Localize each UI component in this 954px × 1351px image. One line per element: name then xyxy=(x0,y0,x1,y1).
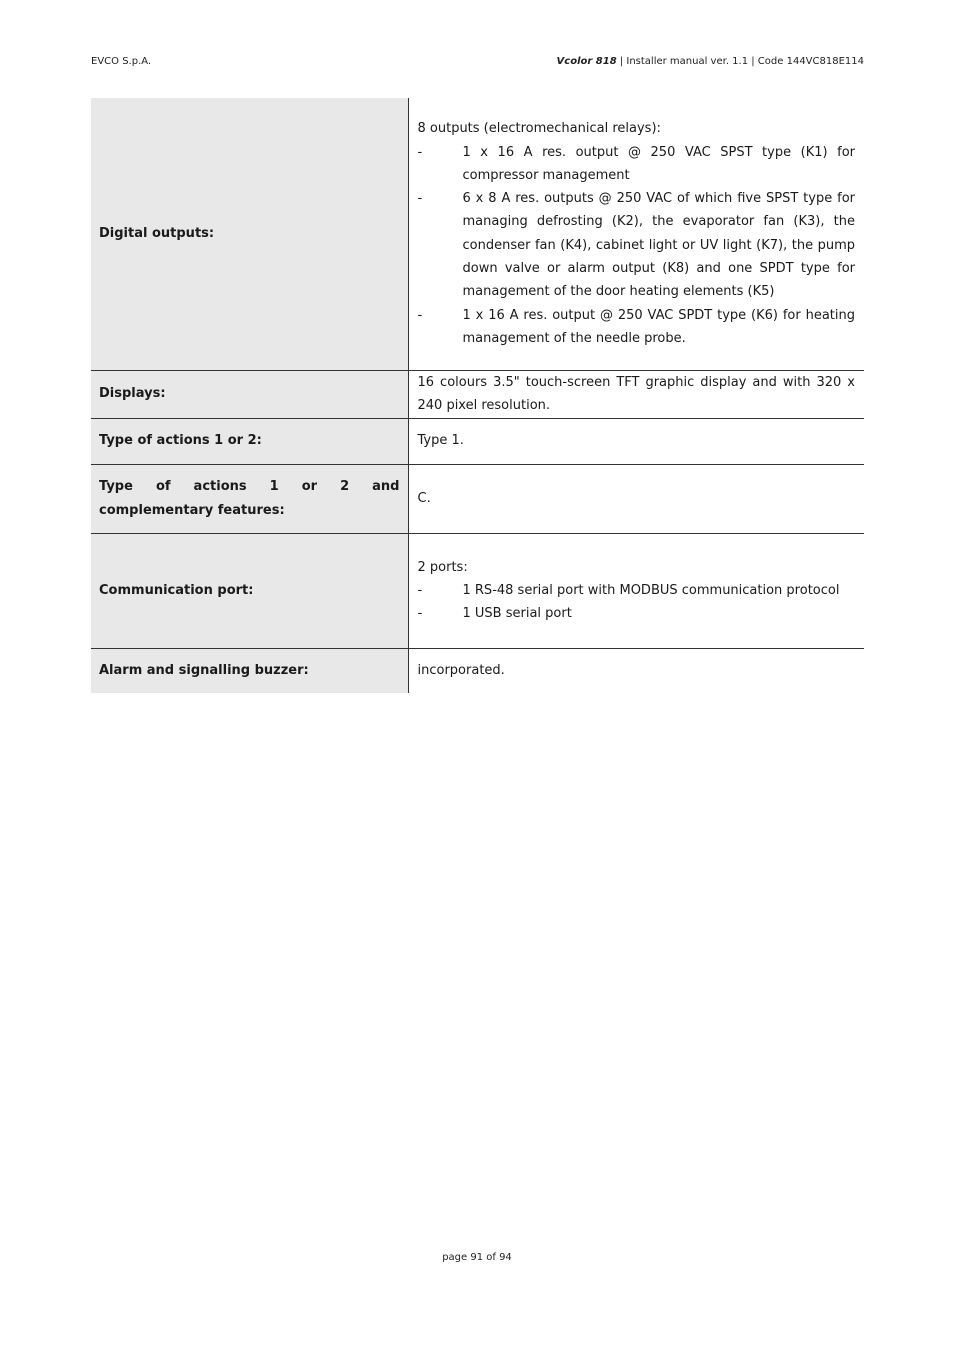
list-marker: - xyxy=(417,144,423,160)
row-label: Communication port: xyxy=(91,533,408,648)
table-row-displays xyxy=(91,370,864,418)
table-row-type-of-actions xyxy=(91,418,864,464)
row-value: 16 colours 3.5" touch-screen TFT graphic display and with 320 x 240 pixel resolution. xyxy=(408,370,864,418)
table-row-digital-outputs xyxy=(91,98,864,370)
list-item: - 1 USB serial port xyxy=(418,602,856,625)
row-label: Alarm and signalling buzzer: xyxy=(91,648,408,693)
list-marker: - xyxy=(417,191,423,207)
row-value: C. xyxy=(408,464,864,533)
row-value: incorporated. xyxy=(408,648,864,693)
header-manual-details: | Installer manual ver. 1.1 | Code 144VC818E114 xyxy=(616,56,864,67)
list-marker: - xyxy=(417,606,423,622)
table-row-complementary-features xyxy=(91,464,864,533)
list-item: - 6 x 8 A res. outputs @ 250 VAC of which five SPST type for managing defrosting (K2), the evaporator fan (K3), the condenser fan (K4), cabinet light or UV light (K7), the pump down valve or alarm output (K8) and one SPDT type for management of the door heating elements (K5) xyxy=(418,187,856,303)
row-label: Displays: xyxy=(91,370,408,418)
specifications-table xyxy=(91,98,864,693)
row-value xyxy=(408,98,864,370)
row-label: Digital outputs: xyxy=(91,98,408,370)
value-list xyxy=(418,579,856,626)
row-value xyxy=(408,533,864,648)
list-item: - 1 x 16 A res. output @ 250 VAC SPDT type (K6) for heating management of the needle probe. xyxy=(418,304,856,351)
table-row-communication-port xyxy=(91,533,864,648)
header-manual-info xyxy=(557,56,864,68)
list-item: - 1 RS-48 serial port with MODBUS communication protocol xyxy=(418,579,856,602)
list-item: - 1 x 16 A res. output @ 250 VAC SPST type (K1) for compressor management xyxy=(418,141,856,188)
list-marker: - xyxy=(417,582,423,598)
row-label: Type of actions 1 or 2 and complementary features: xyxy=(91,464,408,533)
list-marker: - xyxy=(417,307,423,323)
page-number: page 91 of 94 xyxy=(442,1252,512,1263)
table-row-alarm-buzzer xyxy=(91,648,864,693)
header-product-name: Vcolor 818 xyxy=(556,56,617,67)
header-company: EVCO S.p.A. xyxy=(91,56,152,67)
row-value: Type 1. xyxy=(408,418,864,464)
value-intro: 8 outputs (electromechanical relays): xyxy=(417,121,661,137)
row-label: Type of actions 1 or 2: xyxy=(91,418,408,464)
value-intro: 2 ports: xyxy=(417,559,468,575)
value-list xyxy=(418,141,856,351)
